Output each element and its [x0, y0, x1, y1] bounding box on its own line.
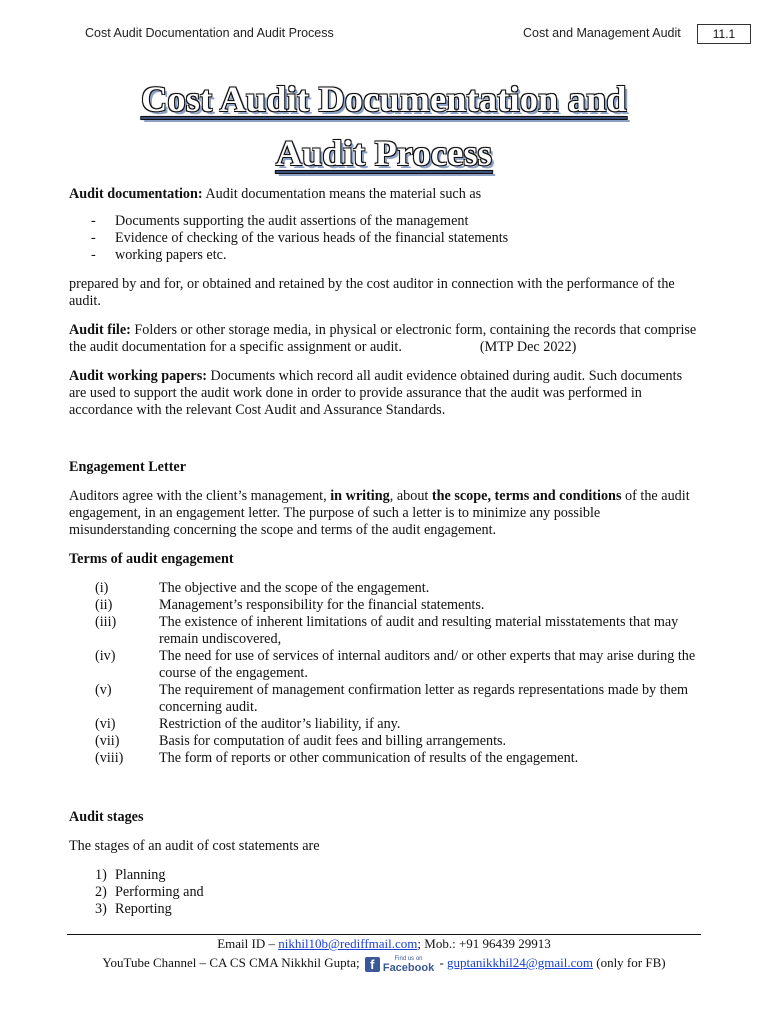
terms-list	[69, 580, 699, 767]
list-item: - working papers etc.	[91, 247, 227, 263]
list-item: - Documents supporting the audit assertions of the management	[91, 213, 469, 229]
audit-file-label: Audit file:	[69, 322, 131, 338]
audit-documentation-intro: Audit documentation: Audit documentation means the material such as	[69, 186, 482, 202]
running-header-title: Cost Audit Documentation and Audit Process	[85, 26, 334, 40]
list-item: (vii) Basis for computation of audit fees and billing arrangements.	[95, 733, 507, 749]
list-item: (v) The requirement of management confirmation letter as regards representations made by them concerning audit.	[95, 682, 689, 715]
list-item: (viii) The form of reports or other communication of results of the engagement.	[95, 750, 579, 766]
list-item: (iv) The need for use of services of internal auditors and/ or other experts that may arise during the course of the engagement.	[95, 648, 696, 681]
facebook-email-link[interactable]: guptanikkhil24@gmail.com	[447, 955, 593, 970]
list-item: 1) Planning	[95, 867, 166, 883]
running-header-subject: Cost and Management Audit	[523, 26, 681, 40]
audit-stages-heading: Audit stages	[69, 809, 144, 825]
audit-documentation-label: Audit documentation:	[69, 186, 203, 202]
audit-stages-intro: The stages of an audit of cost statements are	[69, 838, 320, 854]
email-link[interactable]: nikhil10b@rediffmail.com	[278, 936, 418, 951]
page-title-line2: Audit Process	[275, 133, 493, 173]
list-item: (vi) Restriction of the auditor’s liability, if any.	[95, 716, 401, 732]
list-item: (ii) Management’s responsibility for the financial statements.	[95, 597, 485, 613]
engagement-letter-heading: Engagement Letter	[69, 459, 187, 475]
audit-working-papers-label: Audit working papers:	[69, 368, 207, 384]
list-item: (iii) The existence of inherent limitations of audit and resulting material misstatements that may remain undiscovered,	[95, 614, 679, 647]
mtp-reference: (MTP Dec 2022)	[479, 339, 577, 355]
facebook-badge[interactable]: f Find us on Facebook	[365, 955, 434, 973]
document-body	[69, 186, 699, 918]
terms-heading: Terms of audit engagement	[69, 551, 234, 567]
facebook-icon: f	[365, 957, 380, 972]
audit-file-paragraph: Audit file: Folders or other storage media, in physical or electronic form, containing the records that comprise the audit documentation for a specific assignment or audit. (MTP Dec 2022)	[69, 322, 697, 355]
list-item: (i) The objective and the scope of the engagement.	[95, 580, 430, 596]
audit-documentation-closing: prepared by and for, or obtained and retained by the cost auditor in connection with the performance of the audit.	[69, 276, 675, 309]
footer-divider	[67, 934, 701, 935]
page-title-line1: Cost Audit Documentation and	[141, 79, 627, 119]
list-item: - Evidence of checking of the various heads of the financial statements	[91, 230, 509, 246]
footer-contact: Email ID – nikhil10b@rediffmail.com; Mob.: +91 96439 29913	[217, 936, 551, 951]
page-title	[60, 72, 708, 180]
engagement-letter-paragraph: Auditors agree with the client’s management, in writing, about the scope, terms and conditions of the audit engagement, in an engagement letter. The purpose of such a letter is to minimize any possible misunderstanding concerning the scope and terms of the audit engagement.	[69, 488, 690, 538]
page-number: 11.1	[697, 24, 751, 44]
audit-stages-list	[69, 867, 699, 918]
list-item: 2) Performing and	[95, 884, 204, 900]
audit-documentation-list	[69, 213, 699, 264]
footer-social: YouTube Channel – CA CS CMA Nikkhil Gupta; f Find us on Facebook - guptanikkhil24@gmail.com (only for FB)	[102, 955, 666, 975]
list-item: 3) Reporting	[95, 901, 172, 917]
audit-working-papers-paragraph: Audit working papers: Documents which record all audit evidence obtained during audit. Such documents are used to support the audit work done in order to provide assurance that the audit was performed in accordance with the relevant Cost Audit and Assurance Standards.	[69, 368, 683, 418]
